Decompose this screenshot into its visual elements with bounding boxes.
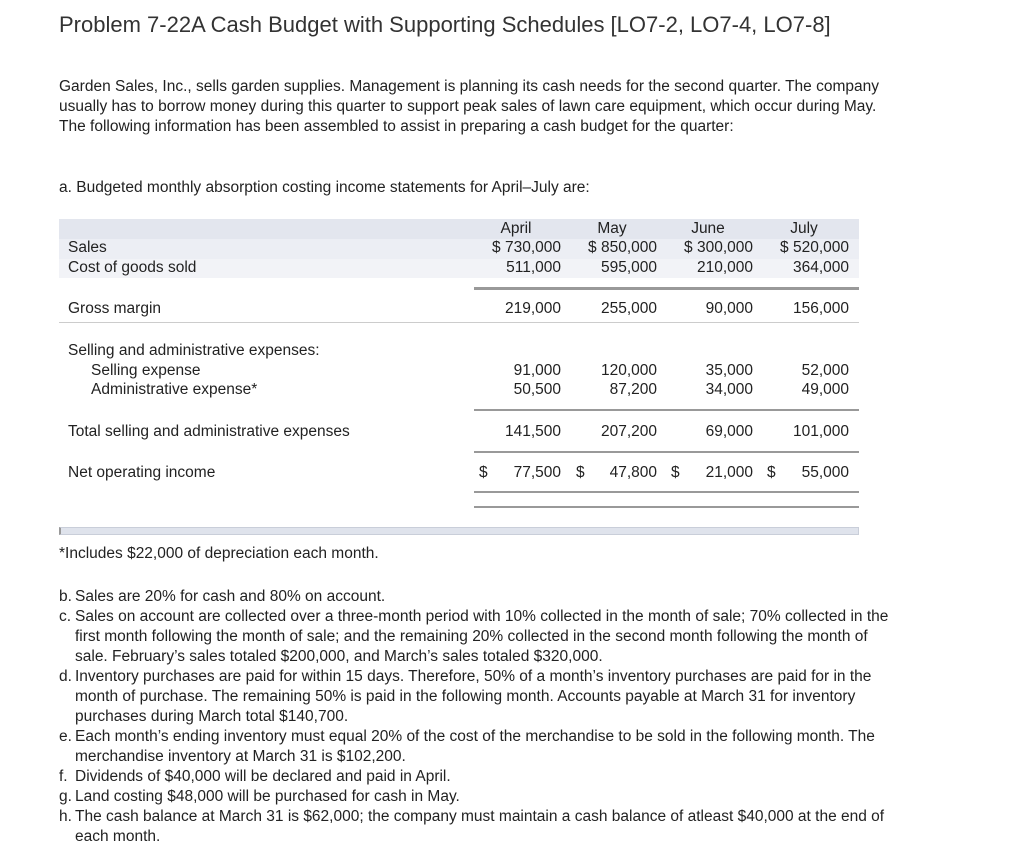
item-a-text: a. Budgeted monthly absorption costing income statements for April–July are:: [59, 179, 590, 196]
month-july: July: [790, 220, 818, 237]
sa-header-row: [59, 341, 859, 361]
gross-may: 255,000: [600, 300, 657, 317]
table-horizontal-scrollbar[interactable]: [59, 527, 859, 535]
total-sa-july: 101,000: [792, 423, 849, 440]
assumption-list: [59, 587, 899, 847]
admin-row: [59, 380, 859, 400]
cogs-june: 210,000: [696, 259, 753, 276]
list-item-c: c. Sales on account are collected over a three-month period with 10% collected in the month of sale; 70% collected in the first month following the month of sale; and the remaining 20% collected in the second month following the month of sale. February’s sales totaled $200,000, and March’s sales totaled $320,000.: [59, 608, 889, 665]
intro-paragraph: Garden Sales, Inc., sells garden supplies. Management is planning its cash needs for the second quarter. The company usually has to borrow money during this quarter to support peak sales of lawn care equipment, which occur during May. The following information has been assembled to assist in preparing a cash budget for the quarter:: [59, 78, 879, 135]
sales-may: $ 850,000: [588, 239, 657, 256]
noi-july: 55,000: [801, 464, 849, 481]
admin-june: 34,000: [705, 381, 753, 398]
sa-header-label: Selling and administrative expenses:: [68, 342, 320, 359]
total-sa-underline: [474, 451, 859, 453]
month-april: April: [500, 220, 532, 237]
gross-july: 156,000: [792, 300, 849, 317]
list-item-e: e. Each month’s ending inventory must equal 20% of the cost of the merchandise to be sold in the following month. The merchandise inventory at March 31 is $102,200.: [59, 728, 875, 765]
admin-label: Administrative expense*: [91, 381, 258, 398]
cogs-april: 511,000: [506, 259, 561, 276]
noi-june-currency: $: [671, 464, 680, 481]
sales-row: [59, 238, 859, 258]
noi-double-underline-1: [474, 491, 859, 493]
months-header-row: [59, 219, 859, 239]
month-may: May: [597, 220, 627, 237]
gross-june: 90,000: [705, 300, 753, 317]
total-sa-may: 207,200: [600, 423, 657, 440]
sales-label: Sales: [68, 239, 107, 256]
selling-may: 120,000: [600, 362, 657, 379]
gross-margin-row: [59, 299, 859, 319]
selling-april: 91,000: [513, 362, 561, 379]
selling-row: [59, 361, 859, 381]
cogs-label: Cost of goods sold: [68, 259, 197, 276]
admin-underline: [474, 409, 859, 411]
gross-margin-label: Gross margin: [68, 300, 162, 317]
month-june: June: [691, 220, 725, 237]
noi-label: Net operating income: [68, 464, 216, 481]
total-sa-june: 69,000: [705, 423, 753, 440]
list-item-d: d. Inventory purchases are paid for within 15 days. Therefore, 50% of a month’s inventory purchases are paid for in the month of purchase. The remaining 50% is paid in the following month. Accounts payable at March 31 for inventory purchases during March total $140,700.: [59, 668, 872, 725]
list-item-g: g. Land costing $48,000 will be purchased for cash in May.: [59, 788, 460, 805]
selling-june: 35,000: [705, 362, 753, 379]
noi-june: 21,000: [705, 464, 753, 481]
admin-april: 50,500: [513, 381, 561, 398]
noi-july-currency: $: [767, 464, 776, 481]
noi-row: [59, 463, 859, 483]
sales-april: $ 730,000: [492, 239, 561, 256]
depreciation-footnote: *Includes $22,000 of depreciation each month.: [59, 545, 379, 562]
gross-april: 219,000: [504, 300, 561, 317]
admin-july: 49,000: [801, 381, 849, 398]
noi-double-underline-2: [474, 506, 859, 508]
cogs-may: 595,000: [600, 259, 657, 276]
gross-separator: [59, 322, 859, 323]
sales-july: $ 520,000: [780, 239, 849, 256]
admin-may: 87,200: [609, 381, 657, 398]
list-item-h: h. The cash balance at March 31 is $62,000; the company must maintain a cash balance of atleast $40,000 at the end of each month.: [59, 808, 885, 845]
sales-june: $ 300,000: [684, 239, 753, 256]
selling-label: Selling expense: [91, 362, 201, 379]
list-item-b: b. Sales are 20% for cash and 80% on account.: [59, 588, 386, 605]
total-sa-row: [59, 422, 859, 442]
noi-may-currency: $: [576, 464, 585, 481]
selling-july: 52,000: [801, 362, 849, 379]
cogs-row: [59, 258, 859, 278]
noi-april: 77,500: [513, 464, 561, 481]
list-item-f: f. Dividends of $40,000 will be declared and paid in April.: [59, 768, 451, 785]
cogs-july: 364,000: [792, 259, 849, 276]
cogs-underline: [474, 287, 859, 290]
problem-title: Problem 7-22A Cash Budget with Supporting Schedules [LO7-2, LO7-4, LO7-8]: [59, 12, 831, 37]
noi-april-currency: $: [479, 464, 488, 481]
total-sa-april: 141,500: [504, 423, 561, 440]
noi-may: 47,800: [609, 464, 657, 481]
total-sa-label: Total selling and administrative expenses: [68, 423, 350, 440]
